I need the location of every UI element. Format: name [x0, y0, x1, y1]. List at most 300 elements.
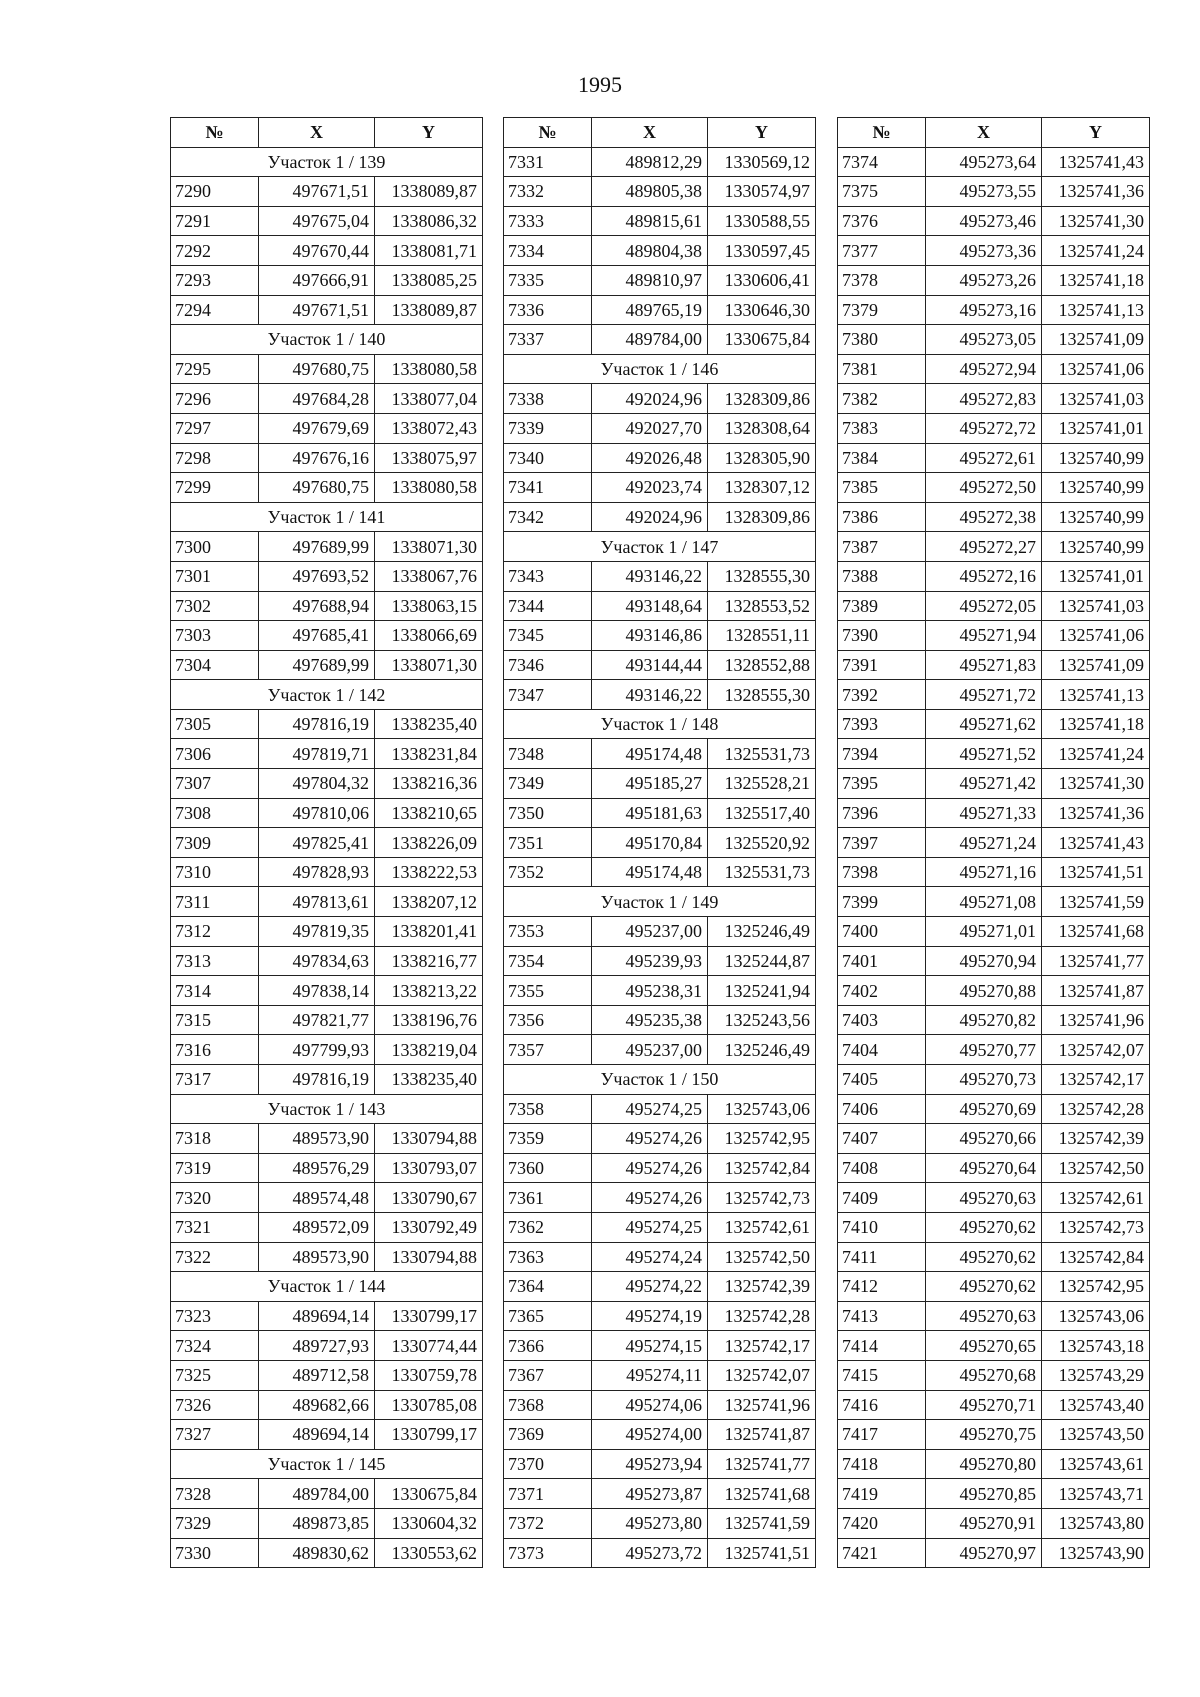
point-number: 7359 [504, 1124, 592, 1154]
section-title: Участок 1 / 141 [171, 502, 483, 532]
x-coordinate: 497819,71 [259, 739, 375, 769]
x-coordinate: 497689,99 [259, 650, 375, 680]
point-number: 7413 [838, 1301, 926, 1331]
point-number: 7389 [838, 591, 926, 621]
point-number: 7315 [171, 1005, 259, 1035]
y-coordinate: 1325742,61 [708, 1212, 816, 1242]
point-number: 7333 [504, 206, 592, 236]
x-coordinate: 495274,26 [592, 1124, 708, 1154]
x-coordinate: 497675,04 [259, 206, 375, 236]
coordinates-table-1 [170, 117, 483, 1568]
table-row [838, 1272, 1150, 1302]
table-row [838, 502, 1150, 532]
y-coordinate: 1325743,50 [1042, 1420, 1150, 1450]
point-number: 7326 [171, 1390, 259, 1420]
table-row [838, 561, 1150, 591]
y-coordinate: 1330794,88 [375, 1242, 483, 1272]
section-row [504, 709, 816, 739]
table-row [838, 1301, 1150, 1331]
point-number: 7304 [171, 650, 259, 680]
y-coordinate: 1325742,61 [1042, 1183, 1150, 1213]
point-number: 7329 [171, 1508, 259, 1538]
point-number: 7320 [171, 1183, 259, 1213]
point-number: 7300 [171, 532, 259, 562]
section-row [171, 680, 483, 710]
y-coordinate: 1325743,71 [1042, 1479, 1150, 1509]
table-row [504, 1005, 816, 1035]
y-coordinate: 1325741,01 [1042, 413, 1150, 443]
table-row [171, 1301, 483, 1331]
y-coordinate: 1325741,87 [1042, 976, 1150, 1006]
table-row [171, 354, 483, 384]
point-number: 7382 [838, 384, 926, 414]
x-coordinate: 497834,63 [259, 946, 375, 976]
y-coordinate: 1338226,09 [375, 828, 483, 858]
y-coordinate: 1325742,50 [1042, 1153, 1150, 1183]
x-coordinate: 495274,11 [592, 1360, 708, 1390]
point-number: 7421 [838, 1538, 926, 1568]
x-coordinate: 497821,77 [259, 1005, 375, 1035]
y-coordinate: 1325742,07 [1042, 1035, 1150, 1065]
table-row [504, 680, 816, 710]
y-coordinate: 1330799,17 [375, 1420, 483, 1450]
table-row [504, 739, 816, 769]
table-row [504, 1360, 816, 1390]
y-coordinate: 1325742,84 [708, 1153, 816, 1183]
point-number: 7377 [838, 236, 926, 266]
y-coordinate: 1325740,99 [1042, 473, 1150, 503]
point-number: 7336 [504, 295, 592, 325]
point-number: 7356 [504, 1005, 592, 1035]
x-coordinate: 495235,38 [592, 1005, 708, 1035]
table-row [838, 354, 1150, 384]
y-coordinate: 1325241,94 [708, 976, 816, 1006]
point-number: 7318 [171, 1124, 259, 1154]
table-row [504, 177, 816, 207]
table-row [838, 769, 1150, 799]
y-coordinate: 1325741,30 [1042, 769, 1150, 799]
y-coordinate: 1325742,39 [1042, 1124, 1150, 1154]
table-row [171, 887, 483, 917]
point-number: 7317 [171, 1065, 259, 1095]
y-coordinate: 1330790,67 [375, 1183, 483, 1213]
point-number: 7393 [838, 709, 926, 739]
x-coordinate: 489784,00 [259, 1479, 375, 1509]
y-coordinate: 1338235,40 [375, 1065, 483, 1095]
y-coordinate: 1338066,69 [375, 621, 483, 651]
y-coordinate: 1328305,90 [708, 443, 816, 473]
header-x: X [259, 118, 375, 148]
y-coordinate: 1325243,56 [708, 1005, 816, 1035]
table-row [838, 1065, 1150, 1095]
table-row [504, 1242, 816, 1272]
point-number: 7345 [504, 621, 592, 651]
x-coordinate: 492023,74 [592, 473, 708, 503]
x-coordinate: 493144,44 [592, 650, 708, 680]
table-row [504, 1390, 816, 1420]
x-coordinate: 497671,51 [259, 177, 375, 207]
table-row [838, 1538, 1150, 1568]
point-number: 7410 [838, 1212, 926, 1242]
y-coordinate: 1325741,24 [1042, 739, 1150, 769]
table-row [504, 1183, 816, 1213]
table-row [504, 1331, 816, 1361]
x-coordinate: 495272,38 [926, 502, 1042, 532]
y-coordinate: 1338077,04 [375, 384, 483, 414]
x-coordinate: 497679,69 [259, 413, 375, 443]
x-coordinate: 495174,48 [592, 739, 708, 769]
y-coordinate: 1325741,77 [1042, 946, 1150, 976]
section-title: Участок 1 / 139 [171, 147, 483, 177]
x-coordinate: 495170,84 [592, 828, 708, 858]
table-row [838, 1242, 1150, 1272]
table-row [838, 591, 1150, 621]
y-coordinate: 1338216,77 [375, 946, 483, 976]
point-number: 7298 [171, 443, 259, 473]
point-number: 7375 [838, 177, 926, 207]
x-coordinate: 497685,41 [259, 621, 375, 651]
point-number: 7338 [504, 384, 592, 414]
point-number: 7401 [838, 946, 926, 976]
table-row [504, 443, 816, 473]
table-row [504, 798, 816, 828]
y-coordinate: 1325742,28 [1042, 1094, 1150, 1124]
y-coordinate: 1325743,80 [1042, 1508, 1150, 1538]
x-coordinate: 493146,86 [592, 621, 708, 651]
x-coordinate: 495271,33 [926, 798, 1042, 828]
x-coordinate: 495270,71 [926, 1390, 1042, 1420]
point-number: 7390 [838, 621, 926, 651]
x-coordinate: 495273,16 [926, 295, 1042, 325]
point-number: 7406 [838, 1094, 926, 1124]
x-coordinate: 495181,63 [592, 798, 708, 828]
table-row [171, 1065, 483, 1095]
table-row [838, 1005, 1150, 1035]
y-coordinate: 1325741,09 [1042, 325, 1150, 355]
y-coordinate: 1330792,49 [375, 1212, 483, 1242]
section-row [504, 887, 816, 917]
table-row [504, 1420, 816, 1450]
point-number: 7293 [171, 265, 259, 295]
y-coordinate: 1325246,49 [708, 1035, 816, 1065]
point-number: 7371 [504, 1479, 592, 1509]
coordinates-table-3 [837, 117, 1150, 1568]
x-coordinate: 495238,31 [592, 976, 708, 1006]
y-coordinate: 1328555,30 [708, 680, 816, 710]
x-coordinate: 492026,48 [592, 443, 708, 473]
x-coordinate: 497819,35 [259, 917, 375, 947]
table-row [171, 1212, 483, 1242]
table-row [171, 798, 483, 828]
table-row [504, 1301, 816, 1331]
section-row [504, 1065, 816, 1095]
y-coordinate: 1330785,08 [375, 1390, 483, 1420]
x-coordinate: 495270,85 [926, 1479, 1042, 1509]
x-coordinate: 492024,96 [592, 384, 708, 414]
table-row [504, 1124, 816, 1154]
header-number: № [171, 118, 259, 148]
table-row [171, 1153, 483, 1183]
x-coordinate: 497828,93 [259, 857, 375, 887]
point-number: 7357 [504, 1035, 592, 1065]
x-coordinate: 495273,05 [926, 325, 1042, 355]
table-row [171, 1538, 483, 1568]
table-row [504, 769, 816, 799]
table-row [504, 502, 816, 532]
point-number: 7414 [838, 1331, 926, 1361]
x-coordinate: 497671,51 [259, 295, 375, 325]
point-number: 7402 [838, 976, 926, 1006]
x-coordinate: 495274,06 [592, 1390, 708, 1420]
y-coordinate: 1338216,36 [375, 769, 483, 799]
section-row [504, 532, 816, 562]
point-number: 7327 [171, 1420, 259, 1450]
x-coordinate: 495237,00 [592, 1035, 708, 1065]
table-row [838, 1479, 1150, 1509]
x-coordinate: 495270,63 [926, 1183, 1042, 1213]
point-number: 7332 [504, 177, 592, 207]
table-row [838, 177, 1150, 207]
table-row [504, 946, 816, 976]
table-row [171, 443, 483, 473]
table-row [171, 857, 483, 887]
point-number: 7407 [838, 1124, 926, 1154]
x-coordinate: 497838,14 [259, 976, 375, 1006]
point-number: 7386 [838, 502, 926, 532]
x-coordinate: 495272,05 [926, 591, 1042, 621]
x-coordinate: 495270,62 [926, 1242, 1042, 1272]
section-title: Участок 1 / 140 [171, 325, 483, 355]
table-row [838, 1153, 1150, 1183]
table-row [171, 1035, 483, 1065]
table-row [504, 413, 816, 443]
x-coordinate: 495270,80 [926, 1449, 1042, 1479]
point-number: 7396 [838, 798, 926, 828]
table-row [838, 443, 1150, 473]
table-row [171, 532, 483, 562]
point-number: 7341 [504, 473, 592, 503]
y-coordinate: 1325742,95 [708, 1124, 816, 1154]
point-number: 7362 [504, 1212, 592, 1242]
table-row [838, 384, 1150, 414]
table-row [504, 1508, 816, 1538]
y-coordinate: 1325531,73 [708, 739, 816, 769]
table-row [504, 976, 816, 1006]
x-coordinate: 495271,52 [926, 739, 1042, 769]
y-coordinate: 1325520,92 [708, 828, 816, 858]
x-coordinate: 495274,25 [592, 1212, 708, 1242]
point-number: 7321 [171, 1212, 259, 1242]
x-coordinate: 497666,91 [259, 265, 375, 295]
y-coordinate: 1325244,87 [708, 946, 816, 976]
point-number: 7322 [171, 1242, 259, 1272]
table-row [504, 473, 816, 503]
table-row [838, 857, 1150, 887]
table-row [171, 1508, 483, 1538]
y-coordinate: 1328309,86 [708, 384, 816, 414]
y-coordinate: 1325741,30 [1042, 206, 1150, 236]
table-row [171, 1124, 483, 1154]
y-coordinate: 1325741,43 [1042, 828, 1150, 858]
point-number: 7394 [838, 739, 926, 769]
section-title: Участок 1 / 148 [504, 709, 816, 739]
x-coordinate: 495274,19 [592, 1301, 708, 1331]
point-number: 7339 [504, 413, 592, 443]
point-number: 7411 [838, 1242, 926, 1272]
y-coordinate: 1325741,06 [1042, 621, 1150, 651]
y-coordinate: 1330799,17 [375, 1301, 483, 1331]
x-coordinate: 495274,15 [592, 1331, 708, 1361]
point-number: 7412 [838, 1272, 926, 1302]
point-number: 7387 [838, 532, 926, 562]
y-coordinate: 1325741,59 [708, 1508, 816, 1538]
y-coordinate: 1338075,97 [375, 443, 483, 473]
section-row [171, 502, 483, 532]
table-row [504, 1153, 816, 1183]
table-row [838, 1360, 1150, 1390]
point-number: 7340 [504, 443, 592, 473]
header-x: X [592, 118, 708, 148]
point-number: 7291 [171, 206, 259, 236]
x-coordinate: 495274,24 [592, 1242, 708, 1272]
table-row [504, 1449, 816, 1479]
x-coordinate: 495270,68 [926, 1360, 1042, 1390]
point-number: 7296 [171, 384, 259, 414]
y-coordinate: 1325741,68 [708, 1479, 816, 1509]
x-coordinate: 495272,16 [926, 561, 1042, 591]
section-title: Участок 1 / 149 [504, 887, 816, 917]
table-row [838, 621, 1150, 651]
x-coordinate: 489805,38 [592, 177, 708, 207]
y-coordinate: 1325246,49 [708, 917, 816, 947]
y-coordinate: 1338235,40 [375, 709, 483, 739]
table-row [504, 325, 816, 355]
point-number: 7378 [838, 265, 926, 295]
point-number: 7373 [504, 1538, 592, 1568]
point-number: 7391 [838, 650, 926, 680]
table-row [838, 1331, 1150, 1361]
x-coordinate: 489694,14 [259, 1420, 375, 1450]
table-row [838, 739, 1150, 769]
point-number: 7381 [838, 354, 926, 384]
x-coordinate: 495270,66 [926, 1124, 1042, 1154]
table-row [838, 236, 1150, 266]
point-number: 7310 [171, 857, 259, 887]
point-number: 7360 [504, 1153, 592, 1183]
table-row [838, 650, 1150, 680]
table-row [504, 265, 816, 295]
x-coordinate: 495270,63 [926, 1301, 1042, 1331]
x-coordinate: 489694,14 [259, 1301, 375, 1331]
x-coordinate: 497684,28 [259, 384, 375, 414]
table-row [838, 1212, 1150, 1242]
x-coordinate: 497816,19 [259, 709, 375, 739]
section-row [171, 1449, 483, 1479]
table-header-row [171, 118, 483, 148]
y-coordinate: 1338219,04 [375, 1035, 483, 1065]
x-coordinate: 495270,65 [926, 1331, 1042, 1361]
point-number: 7398 [838, 857, 926, 887]
x-coordinate: 489812,29 [592, 147, 708, 177]
y-coordinate: 1328553,52 [708, 591, 816, 621]
x-coordinate: 495270,77 [926, 1035, 1042, 1065]
x-coordinate: 489682,66 [259, 1390, 375, 1420]
x-coordinate: 495271,24 [926, 828, 1042, 858]
point-number: 7372 [504, 1508, 592, 1538]
table-row [504, 384, 816, 414]
point-number: 7374 [838, 147, 926, 177]
point-number: 7349 [504, 769, 592, 799]
page-number: 1995 [578, 72, 622, 97]
x-coordinate: 497799,93 [259, 1035, 375, 1065]
table-row [504, 857, 816, 887]
x-coordinate: 495270,91 [926, 1508, 1042, 1538]
table-header-row [504, 118, 816, 148]
y-coordinate: 1325741,03 [1042, 384, 1150, 414]
y-coordinate: 1338231,84 [375, 739, 483, 769]
point-number: 7311 [171, 887, 259, 917]
section-title: Участок 1 / 144 [171, 1272, 483, 1302]
y-coordinate: 1330793,07 [375, 1153, 483, 1183]
table-row [171, 295, 483, 325]
x-coordinate: 489810,97 [592, 265, 708, 295]
table-row [504, 1212, 816, 1242]
y-coordinate: 1338201,41 [375, 917, 483, 947]
x-coordinate: 495273,80 [592, 1508, 708, 1538]
table-row [504, 295, 816, 325]
y-coordinate: 1338210,65 [375, 798, 483, 828]
table-row [171, 946, 483, 976]
x-coordinate: 495273,46 [926, 206, 1042, 236]
point-number: 7395 [838, 769, 926, 799]
table-row [838, 325, 1150, 355]
x-coordinate: 495271,62 [926, 709, 1042, 739]
y-coordinate: 1328552,88 [708, 650, 816, 680]
table-row [838, 473, 1150, 503]
x-coordinate: 495272,83 [926, 384, 1042, 414]
point-number: 7369 [504, 1420, 592, 1450]
table-row [504, 206, 816, 236]
y-coordinate: 1325741,96 [708, 1390, 816, 1420]
x-coordinate: 497689,99 [259, 532, 375, 562]
x-coordinate: 495271,01 [926, 917, 1042, 947]
x-coordinate: 497670,44 [259, 236, 375, 266]
y-coordinate: 1328308,64 [708, 413, 816, 443]
y-coordinate: 1325743,40 [1042, 1390, 1150, 1420]
point-number: 7330 [171, 1538, 259, 1568]
point-number: 7350 [504, 798, 592, 828]
x-coordinate: 497680,75 [259, 473, 375, 503]
y-coordinate: 1338196,76 [375, 1005, 483, 1035]
point-number: 7418 [838, 1449, 926, 1479]
y-coordinate: 1325741,13 [1042, 295, 1150, 325]
point-number: 7379 [838, 295, 926, 325]
y-coordinate: 1330794,88 [375, 1124, 483, 1154]
table-row [171, 413, 483, 443]
x-coordinate: 495270,94 [926, 946, 1042, 976]
point-number: 7324 [171, 1331, 259, 1361]
x-coordinate: 489712,58 [259, 1360, 375, 1390]
table-row [838, 917, 1150, 947]
point-number: 7301 [171, 561, 259, 591]
point-number: 7400 [838, 917, 926, 947]
table-row [838, 1035, 1150, 1065]
x-coordinate: 495271,42 [926, 769, 1042, 799]
x-coordinate: 489727,93 [259, 1331, 375, 1361]
y-coordinate: 1325741,96 [1042, 1005, 1150, 1035]
y-coordinate: 1325741,09 [1042, 650, 1150, 680]
table-row [504, 1035, 816, 1065]
